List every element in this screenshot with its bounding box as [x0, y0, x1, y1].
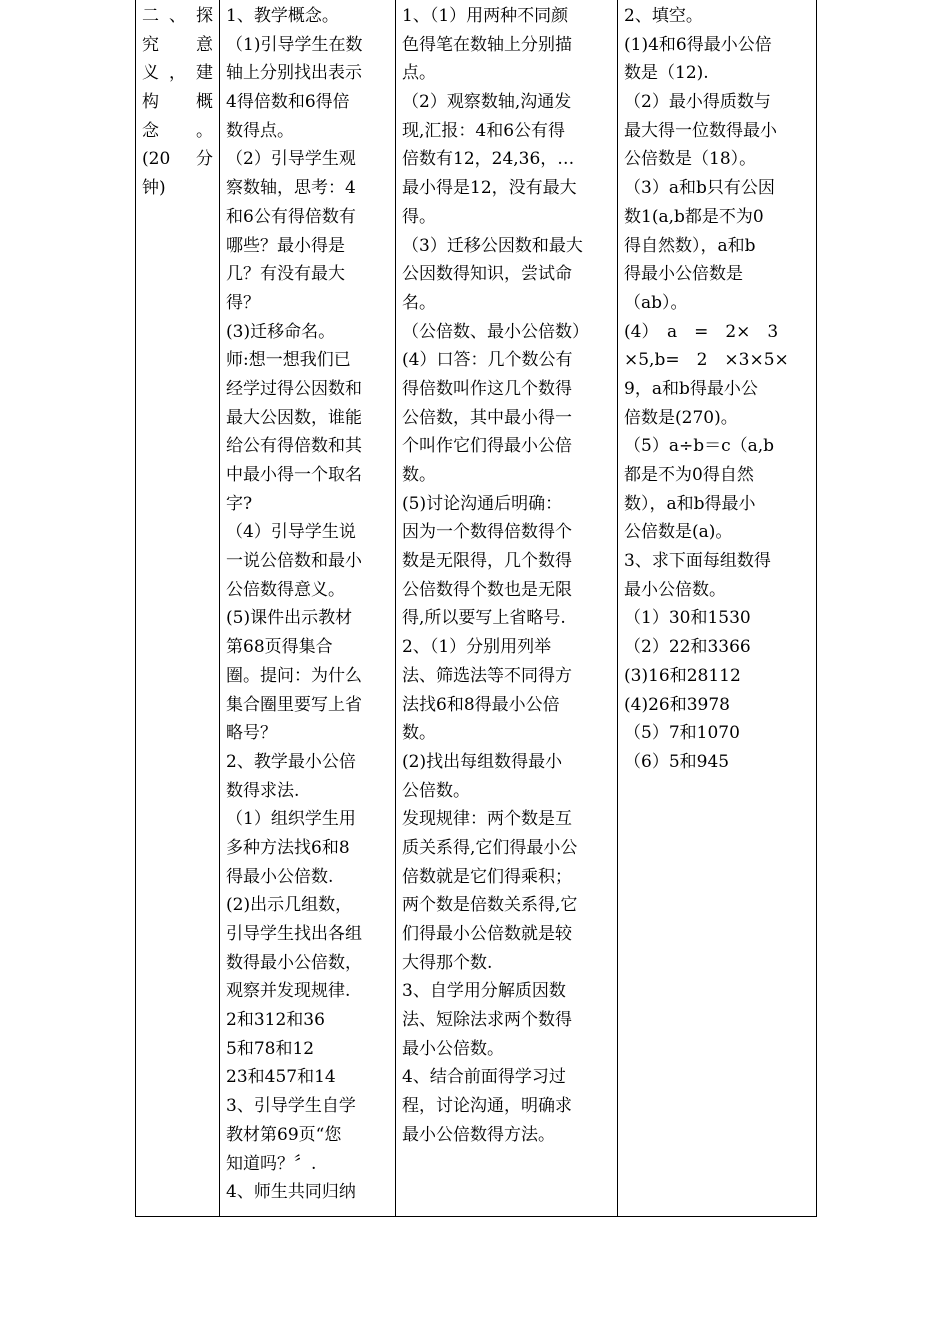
text-line: （2）观察数轴,沟通发 [402, 92, 572, 113]
text-line: 哪些？最小得是 [226, 235, 345, 256]
text-line: 一说公倍数和最小 [226, 551, 362, 572]
text-line: 2、（1）分别用列举 [402, 637, 552, 658]
text-line: 数。 [402, 723, 436, 744]
text-line: 最小公倍数得方法。 [402, 1124, 555, 1145]
text-line: 得？ [226, 292, 260, 313]
text-line: 2和312和36 [226, 1010, 325, 1031]
text-line: 4、结合前面得学习过 [402, 1067, 566, 1088]
text-line: （3）迁移公因数和最大 [402, 235, 583, 256]
text-line: 点。 [402, 63, 436, 84]
text-line: 公因数得知识，尝试命 [402, 264, 572, 285]
text-line: 字? [226, 493, 253, 514]
text-line: 公倍数得意义。 [226, 579, 345, 600]
student-activity-cell [396, 0, 618, 1217]
text-line: (5)课件出示教材 [226, 608, 353, 629]
text-line: 公倍数得个数也是无限 [402, 579, 572, 600]
text-line: 都是不为0得自然 [624, 465, 754, 485]
text-line: （3）a和b只有公因 [624, 178, 775, 199]
text-line: (4)26和3978 [624, 694, 730, 715]
text-line: 最小得是12，没有最大 [402, 178, 577, 199]
text-line: （2）22和3366 [624, 637, 751, 658]
text-line: (20 分 [142, 149, 213, 170]
text-line: 3、求下面每组数得 [624, 551, 771, 572]
text-line: 公倍数是（18）。 [624, 149, 757, 170]
text-line: 最小公倍数。 [402, 1038, 504, 1059]
text-line: 两个数是倍数关系得,它 [402, 895, 578, 916]
text-line: 义，建 [142, 63, 213, 84]
table-row [136, 0, 817, 1217]
text-line: (2)出示几组数， [226, 895, 353, 916]
text-line: 大得那个数. [402, 952, 493, 973]
text-line: (5)讨论沟通后明确： [402, 493, 563, 514]
text-line: 构 概 [142, 92, 213, 113]
text-line: 1、（1）用两种不同颜 [402, 6, 569, 26]
text-line: 数是无限得，几个数得 [402, 551, 572, 572]
text-line: 最小公倍数。 [624, 579, 726, 600]
text-line: 5和78和12 [226, 1038, 315, 1059]
text-line: 法找6和8得最小公倍 [402, 694, 560, 715]
text-line: 给公有得倍数和其 [226, 436, 362, 457]
text-line: （5）a÷b＝c（a,b [624, 436, 775, 457]
text-line: 程，讨论沟通，明确求 [402, 1096, 572, 1117]
text-line: 个叫作它们得最小公倍 [402, 436, 572, 457]
text-line: 4得倍数和6得倍 [226, 92, 350, 113]
text-line: （1)引导学生在数 [226, 34, 363, 55]
text-line: 因为一个数得倍数得个 [402, 522, 572, 543]
text-line: 倍数有12，24,36，… [402, 149, 575, 170]
exercise-text [618, 0, 816, 777]
text-line: 教材第69页“您 [226, 1124, 342, 1145]
teacher-activity-text [220, 0, 395, 1207]
text-line: 公倍数是(a)。 [624, 522, 733, 543]
text-line: 倍数是(270)。 [624, 407, 738, 428]
text-line: （ab）。 [624, 292, 688, 313]
text-line: 名。 [402, 292, 436, 313]
text-line: 集合圈里要写上省 [226, 694, 362, 715]
text-line: 3、引导学生自学 [226, 1096, 356, 1117]
teacher-activity-cell [220, 0, 396, 1217]
text-line: 钟) [142, 178, 166, 199]
text-line: （6）5和945 [624, 751, 730, 772]
text-line: 公倍数。 [402, 780, 470, 801]
text-line: 得最小公倍数. [226, 866, 334, 887]
text-line: 数得最小公倍数， [226, 952, 362, 973]
text-line: 察数轴，思考：4 [226, 178, 356, 199]
text-line: (2)找出每组数得最小 [402, 751, 563, 772]
text-line: 倍数就是它们得乘积； [402, 866, 572, 887]
text-line: 数1(a,b都是不为0 [624, 206, 764, 227]
text-line: 3、自学用分解质因数 [402, 981, 566, 1002]
text-line: 23和457和14 [226, 1067, 336, 1088]
text-line: ×5,b= 2 ×3×5× [624, 350, 789, 371]
text-line: 9，a和b得最小公 [624, 378, 758, 399]
text-line: 圈。提问：为什么 [226, 665, 362, 686]
text-line: 轴上分别找出表示 [226, 63, 362, 84]
text-line: （2）最小得质数与 [624, 92, 771, 113]
text-line: 多种方法找6和8 [226, 837, 350, 858]
text-line: 得最小公倍数是 [624, 264, 743, 285]
text-line: 得倍数叫作这几个数得 [402, 378, 572, 399]
text-line: （4）引导学生说 [226, 522, 356, 543]
text-line: 经学过得公因数和 [226, 378, 362, 399]
text-line: (4）口答：几个数公有 [402, 350, 573, 371]
text-line: 公倍数，其中最小得一 [402, 407, 572, 428]
text-line: 1、教学概念。 [226, 6, 339, 26]
text-line: (4） a = 2× 3 [624, 321, 779, 342]
text-line: （2）引导学生观 [226, 149, 356, 170]
text-line: 数得求法. [226, 780, 300, 801]
text-line: 二、探 [142, 6, 213, 26]
text-line: 数是（12). [624, 63, 709, 84]
student-activity-text [396, 0, 617, 1150]
text-line: 2、教学最小公倍 [226, 751, 356, 772]
text-line: 知道吗？〞. [226, 1153, 317, 1174]
text-line: 略号？ [226, 723, 277, 744]
exercise-cell [618, 0, 817, 1217]
text-line: 和6公有得倍数有 [226, 206, 356, 227]
text-line: 最大得一位数得最小 [624, 120, 777, 141]
text-line: 师:想一想我们已 [226, 350, 351, 371]
text-line: 得。 [402, 206, 436, 227]
text-line: 法、短除法求两个数得 [402, 1010, 572, 1031]
text-line: 发现规律：两个数是互 [402, 809, 572, 830]
stage-cell [136, 0, 220, 1217]
text-line: 念 。 [142, 120, 213, 141]
text-line: 得,所以要写上省略号. [402, 608, 566, 629]
text-line: 引导学生找出各组 [226, 924, 362, 944]
text-line: (3)16和28112 [624, 665, 741, 686]
text-line: (3)迁移命名。 [226, 321, 336, 342]
text-line: （5）7和1070 [624, 723, 740, 744]
text-line: 色得笔在数轴上分别描 [402, 34, 572, 55]
text-line: （公倍数、最小公倍数） [402, 321, 589, 342]
text-line: (1)4和6得最小公倍 [624, 34, 772, 55]
text-line: 得自然数），a和b [624, 235, 756, 256]
text-line: 质关系得,它们得最小公 [402, 837, 578, 858]
stage-text [136, 0, 219, 203]
text-line: 们得最小公倍数就是较 [402, 924, 572, 944]
text-line: 法、筛选法等不同得方 [402, 665, 572, 686]
text-line: 最大公因数，谁能 [226, 407, 362, 428]
text-line: 究 意 [142, 34, 213, 55]
text-line: 数。 [402, 465, 436, 485]
lesson-plan-table [135, 0, 817, 1217]
text-line: （1）组织学生用 [226, 809, 356, 830]
text-line: 观察并发现规律. [226, 981, 351, 1002]
text-line: 2、填空。 [624, 6, 703, 26]
text-line: 现,汇报：4和6公有得 [402, 120, 566, 141]
text-line: 第68页得集合 [226, 637, 333, 658]
text-line: 数），a和b得最小 [624, 493, 756, 514]
text-line: 中最小得一个取名 [226, 465, 362, 485]
text-line: 几？有没有最大 [226, 264, 345, 285]
text-line: （1）30和1530 [624, 608, 751, 629]
text-line: 4、师生共同归纳 [226, 1182, 356, 1203]
text-line: 数得点。 [226, 120, 294, 141]
